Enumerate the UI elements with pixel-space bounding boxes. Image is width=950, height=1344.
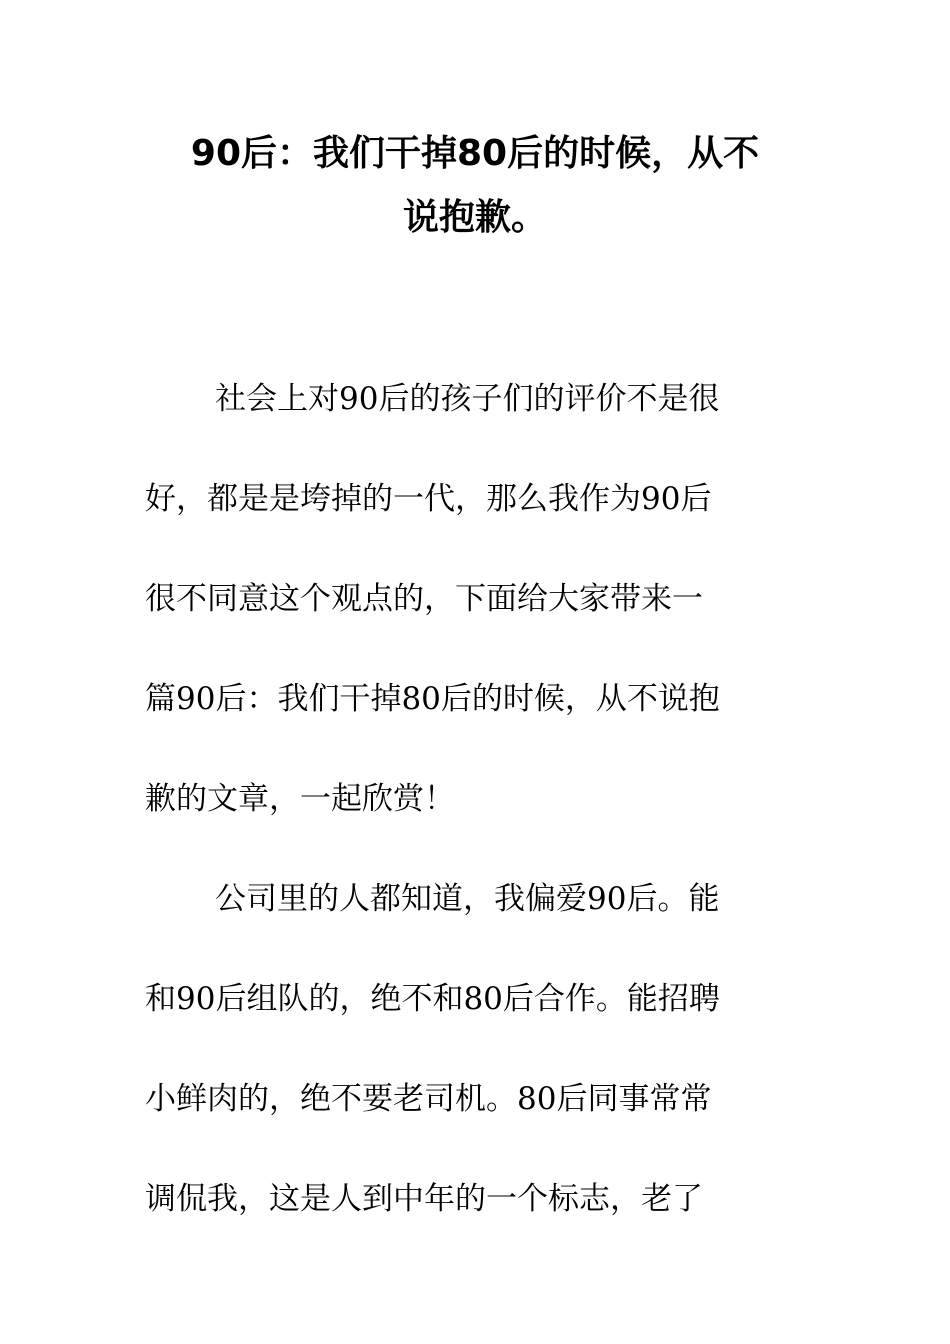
paragraph-2-line-3: 小鲜肉的，绝不要老司机。80后同事常常	[145, 1081, 712, 1117]
title-line-1: 90后：我们干掉80后的时候，从不	[190, 133, 760, 174]
paragraph-2-line-2: 和90后组队的，绝不和80后合作。能招聘	[145, 981, 720, 1017]
paragraph-2-line-1: 公司里的人都知道，我偏爱90后。能	[215, 881, 720, 917]
paragraph-1-line-5: 歉的文章，一起欣赏！	[145, 781, 455, 817]
paragraph-2-line-4: 调侃我，这是人到中年的一个标志，老了	[145, 1181, 703, 1217]
paragraph-1-line-3: 很不同意这个观点的，下面给大家带来一	[145, 581, 703, 617]
paragraph-1-line-1: 社会上对90后的孩子们的评价不是很	[215, 381, 720, 417]
paragraph-1-line-4: 篇90后：我们干掉80后的时候，从不说抱	[145, 681, 720, 717]
title-line-2: 说抱歉。	[402, 197, 547, 238]
paragraph-1-line-2: 好，都是是垮掉的一代，那么我作为90后	[145, 481, 712, 517]
document-title	[145, 122, 805, 250]
